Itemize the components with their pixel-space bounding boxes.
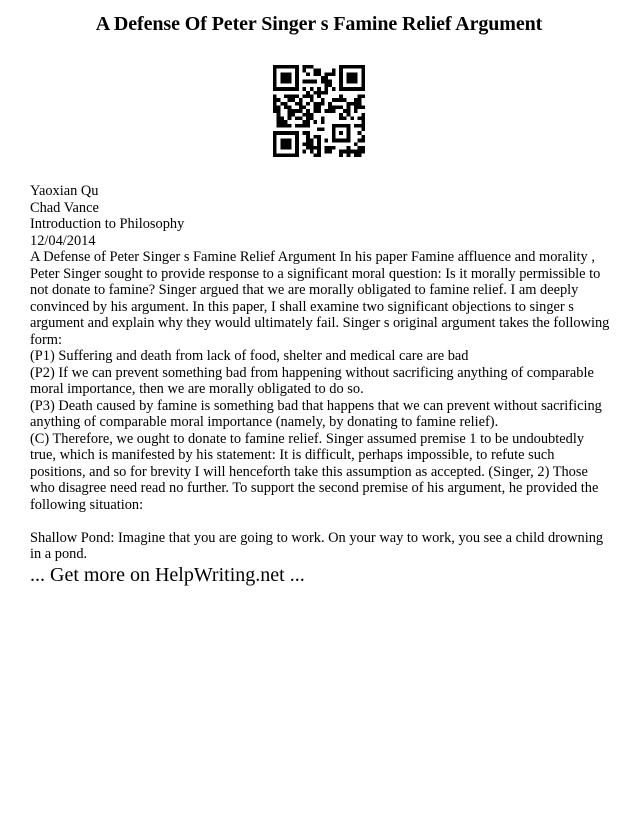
intro-paragraph: A Defense of Peter Singer s Famine Relief Argument In his paper Famine affluence and morality , Peter Singer sought to provide response to a significant moral question: Is it morally permissible to not donate to famine? Singer argued that we are morally obligated to famine relief. I am deeply convinced by his argument. In this paper, I shall examine two significant objections to singer s argument and explain why they would ultimately fail. Singer s original argument takes the following form: xyxy=(30,249,610,348)
qr-code xyxy=(273,65,365,157)
date-line: 12/04/2014 xyxy=(30,232,96,249)
conclusion-paragraph: (C) Therefore, we ought to donate to famine relief. Singer assumed premise 1 to be undoubtedly true, which is manifested by his statement: It is difficult, perhaps impossible, to refute such positions, and so for brevity I will henceforth take this assumption as accepted. (Singer, 2) Those who disagree need read no further. To support the second premise of his argument, he provided the following situation: xyxy=(30,430,599,513)
paragraph-gap xyxy=(30,513,610,530)
course-line: Introduction to Philosophy xyxy=(30,216,185,232)
get-more-link[interactable]: ... Get more on HelpWriting.net ... xyxy=(30,564,305,586)
instructor-line: Chad Vance xyxy=(30,199,99,216)
premise-3: (P3) Death caused by famine is something bad that happens that we can prevent without sacrificing anything of comparable moral importance (namely, by donating to famine relief). xyxy=(30,397,602,430)
shallow-pond-paragraph: Shallow Pond: Imagine that you are going to work. On your way to work, you see a child drowning in a pond. xyxy=(30,529,604,562)
page-title: A Defense Of Peter Singer s Famine Relief Argument xyxy=(95,13,543,35)
premise-1: (P1) Suffering and death from lack of food, shelter and medical care are bad xyxy=(30,348,469,364)
author-line: Yaoxian Qu xyxy=(30,183,99,199)
premise-2: (P2) If we can prevent something bad from happening without sacrificing anything of comparable moral importance, then we are morally obligated to do so. xyxy=(30,364,594,397)
essay-body xyxy=(30,183,610,563)
